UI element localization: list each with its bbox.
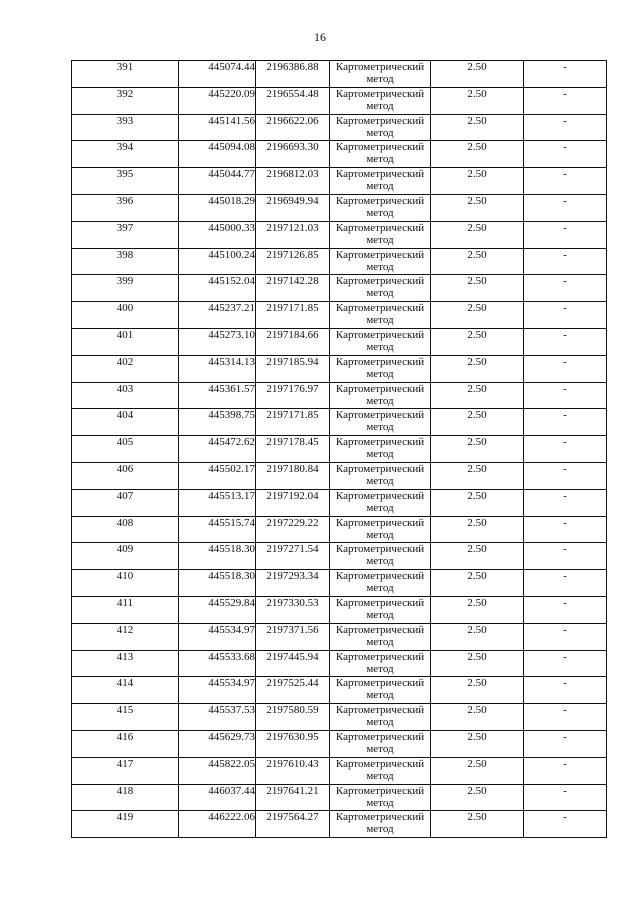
error-cell: 2.50 — [431, 543, 524, 570]
note-cell: - — [524, 87, 607, 114]
point-number-cell: 417 — [72, 757, 179, 784]
method-line-2: метод — [366, 260, 394, 273]
error-cell: 2.50 — [431, 221, 524, 248]
note-cell: - — [524, 462, 607, 489]
method-cell — [330, 650, 431, 677]
note-cell: - — [524, 114, 607, 141]
method-cell — [330, 61, 431, 88]
point-number-cell: 419 — [72, 811, 179, 838]
y-coordinate-cell: 2197171.85 — [256, 302, 330, 329]
point-number-cell: 398 — [72, 248, 179, 275]
point-number-cell: 391 — [72, 61, 179, 88]
error-cell: 2.50 — [431, 355, 524, 382]
method-line-1: Картометрический — [335, 436, 425, 449]
table-row — [72, 409, 607, 436]
method-cell — [330, 355, 431, 382]
note-cell: - — [524, 704, 607, 731]
x-coordinate-cell: 445314.13 — [179, 355, 256, 382]
method-line-2: метод — [366, 555, 394, 568]
point-number-cell: 403 — [72, 382, 179, 409]
note-cell: - — [524, 623, 607, 650]
note-cell: - — [524, 677, 607, 704]
method-line-1: Картометрический — [335, 355, 425, 368]
method-line-1: Картометрический — [335, 221, 425, 234]
note-cell: - — [524, 757, 607, 784]
note-cell: - — [524, 302, 607, 329]
table-row — [72, 302, 607, 329]
table-row — [72, 114, 607, 141]
point-number-cell: 415 — [72, 704, 179, 731]
point-number-cell: 393 — [72, 114, 179, 141]
method-line-1: Картометрический — [335, 194, 425, 207]
x-coordinate-cell: 445534.97 — [179, 623, 256, 650]
y-coordinate-cell: 2197371.56 — [256, 623, 330, 650]
x-coordinate-cell: 445361.57 — [179, 382, 256, 409]
table-row — [72, 141, 607, 168]
note-cell: - — [524, 382, 607, 409]
method-line-2: метод — [366, 662, 394, 675]
method-cell — [330, 677, 431, 704]
note-cell: - — [524, 194, 607, 221]
method-cell — [330, 382, 431, 409]
point-number-cell: 412 — [72, 623, 179, 650]
method-line-2: метод — [366, 180, 394, 193]
method-line-1: Картометрический — [335, 650, 425, 663]
x-coordinate-cell: 445141.56 — [179, 114, 256, 141]
method-cell — [330, 409, 431, 436]
method-cell — [330, 462, 431, 489]
method-line-2: метод — [366, 635, 394, 648]
note-cell: - — [524, 784, 607, 811]
method-line-2: метод — [366, 582, 394, 595]
x-coordinate-cell: 445515.74 — [179, 516, 256, 543]
method-line-1: Картометрический — [335, 677, 425, 690]
table-row — [72, 462, 607, 489]
error-cell: 2.50 — [431, 141, 524, 168]
x-coordinate-cell: 446037.44 — [179, 784, 256, 811]
y-coordinate-cell: 2197142.28 — [256, 275, 330, 302]
table-row — [72, 757, 607, 784]
method-cell — [330, 194, 431, 221]
x-coordinate-cell: 445472.62 — [179, 436, 256, 463]
method-cell — [330, 221, 431, 248]
method-line-1: Картометрический — [335, 302, 425, 315]
y-coordinate-cell: 2197171.85 — [256, 409, 330, 436]
error-cell: 2.50 — [431, 677, 524, 704]
error-cell: 2.50 — [431, 596, 524, 623]
method-cell — [330, 596, 431, 623]
point-number-cell: 410 — [72, 570, 179, 597]
error-cell: 2.50 — [431, 61, 524, 88]
note-cell: - — [524, 275, 607, 302]
error-cell: 2.50 — [431, 730, 524, 757]
method-line-2: метод — [366, 340, 394, 353]
method-line-2: метод — [366, 314, 394, 327]
note-cell: - — [524, 596, 607, 623]
method-line-2: метод — [366, 233, 394, 246]
method-line-1: Картометрический — [335, 730, 425, 743]
point-number-cell: 394 — [72, 141, 179, 168]
error-cell: 2.50 — [431, 87, 524, 114]
table-row — [72, 61, 607, 88]
x-coordinate-cell: 445074.44 — [179, 61, 256, 88]
point-number-cell: 392 — [72, 87, 179, 114]
y-coordinate-cell: 2197229.22 — [256, 516, 330, 543]
table-row — [72, 596, 607, 623]
point-number-cell: 404 — [72, 409, 179, 436]
error-cell: 2.50 — [431, 570, 524, 597]
method-cell — [330, 570, 431, 597]
coordinates-table — [71, 60, 607, 838]
point-number-cell: 399 — [72, 275, 179, 302]
point-number-cell: 414 — [72, 677, 179, 704]
y-coordinate-cell: 2196949.94 — [256, 194, 330, 221]
error-cell: 2.50 — [431, 489, 524, 516]
point-number-cell: 408 — [72, 516, 179, 543]
table-row — [72, 328, 607, 355]
point-number-cell: 401 — [72, 328, 179, 355]
method-line-1: Картометрический — [335, 87, 425, 100]
method-line-1: Картометрический — [335, 543, 425, 556]
note-cell: - — [524, 436, 607, 463]
x-coordinate-cell: 445398.75 — [179, 409, 256, 436]
y-coordinate-cell: 2197330.53 — [256, 596, 330, 623]
method-cell — [330, 489, 431, 516]
error-cell: 2.50 — [431, 516, 524, 543]
table-row — [72, 194, 607, 221]
x-coordinate-cell: 445537.53 — [179, 704, 256, 731]
method-cell — [330, 704, 431, 731]
x-coordinate-cell: 445044.77 — [179, 168, 256, 195]
y-coordinate-cell: 2197580.59 — [256, 704, 330, 731]
method-line-2: метод — [366, 501, 394, 514]
method-line-2: метод — [366, 73, 394, 85]
table-row — [72, 623, 607, 650]
note-cell: - — [524, 730, 607, 757]
method-line-2: метод — [366, 608, 394, 621]
x-coordinate-cell: 445529.84 — [179, 596, 256, 623]
table-row — [72, 275, 607, 302]
table-row — [72, 543, 607, 570]
method-line-1: Картометрический — [335, 409, 425, 422]
method-line-1: Картометрический — [335, 784, 425, 797]
method-cell — [330, 784, 431, 811]
method-cell — [330, 87, 431, 114]
method-cell — [330, 328, 431, 355]
method-cell — [330, 811, 431, 838]
y-coordinate-cell: 2196812.03 — [256, 168, 330, 195]
x-coordinate-cell: 445502.17 — [179, 462, 256, 489]
x-coordinate-cell: 445237.21 — [179, 302, 256, 329]
table-row — [72, 811, 607, 838]
point-number-cell: 397 — [72, 221, 179, 248]
method-line-2: метод — [366, 153, 394, 166]
method-line-2: метод — [366, 206, 394, 219]
note-cell: - — [524, 248, 607, 275]
y-coordinate-cell: 2197641.21 — [256, 784, 330, 811]
y-coordinate-cell: 2196693.30 — [256, 141, 330, 168]
y-coordinate-cell: 2197176.97 — [256, 382, 330, 409]
method-line-1: Картометрический — [335, 704, 425, 717]
note-cell: - — [524, 168, 607, 195]
error-cell: 2.50 — [431, 114, 524, 141]
method-line-2: метод — [366, 287, 394, 300]
method-line-1: Картометрический — [335, 489, 425, 502]
x-coordinate-cell: 445822.05 — [179, 757, 256, 784]
note-cell: - — [524, 355, 607, 382]
point-number-cell: 411 — [72, 596, 179, 623]
note-cell: - — [524, 650, 607, 677]
note-cell: - — [524, 516, 607, 543]
method-cell — [330, 516, 431, 543]
method-line-1: Картометрический — [335, 61, 425, 73]
method-line-1: Картометрический — [335, 328, 425, 341]
method-line-2: метод — [366, 796, 394, 809]
method-cell — [330, 275, 431, 302]
y-coordinate-cell: 2197271.54 — [256, 543, 330, 570]
note-cell: - — [524, 328, 607, 355]
method-cell — [330, 114, 431, 141]
x-coordinate-cell: 445100.24 — [179, 248, 256, 275]
x-coordinate-cell: 445534.97 — [179, 677, 256, 704]
y-coordinate-cell: 2197184.66 — [256, 328, 330, 355]
point-number-cell: 406 — [72, 462, 179, 489]
note-cell: - — [524, 570, 607, 597]
method-line-2: метод — [366, 823, 394, 836]
table-row — [72, 704, 607, 731]
table-row — [72, 489, 607, 516]
method-cell — [330, 757, 431, 784]
method-cell — [330, 168, 431, 195]
x-coordinate-cell: 445152.04 — [179, 275, 256, 302]
table-body — [72, 61, 607, 838]
method-line-2: метод — [366, 367, 394, 380]
table-row — [72, 87, 607, 114]
point-number-cell: 402 — [72, 355, 179, 382]
error-cell: 2.50 — [431, 168, 524, 195]
method-line-1: Картометрический — [335, 114, 425, 127]
method-line-2: метод — [366, 769, 394, 782]
method-cell — [330, 543, 431, 570]
point-number-cell: 407 — [72, 489, 179, 516]
table-row — [72, 248, 607, 275]
method-line-1: Картометрический — [335, 462, 425, 475]
y-coordinate-cell: 2197180.84 — [256, 462, 330, 489]
note-cell: - — [524, 811, 607, 838]
error-cell: 2.50 — [431, 436, 524, 463]
method-line-2: метод — [366, 448, 394, 461]
method-line-1: Картометрический — [335, 516, 425, 529]
x-coordinate-cell: 445518.30 — [179, 543, 256, 570]
method-line-2: метод — [366, 394, 394, 407]
error-cell: 2.50 — [431, 757, 524, 784]
note-cell: - — [524, 489, 607, 516]
y-coordinate-cell: 2197630.95 — [256, 730, 330, 757]
error-cell: 2.50 — [431, 409, 524, 436]
method-line-1: Картометрический — [335, 248, 425, 261]
x-coordinate-cell: 445629.73 — [179, 730, 256, 757]
method-line-2: метод — [366, 742, 394, 755]
y-coordinate-cell: 2197121.03 — [256, 221, 330, 248]
method-line-2: метод — [366, 421, 394, 434]
x-coordinate-cell: 446222.06 — [179, 811, 256, 838]
y-coordinate-cell: 2197610.43 — [256, 757, 330, 784]
method-line-1: Картометрический — [335, 570, 425, 583]
table-row — [72, 436, 607, 463]
table-row — [72, 570, 607, 597]
method-line-2: метод — [366, 528, 394, 541]
method-line-2: метод — [366, 474, 394, 487]
error-cell: 2.50 — [431, 302, 524, 329]
method-cell — [330, 141, 431, 168]
note-cell: - — [524, 543, 607, 570]
method-line-1: Картометрический — [335, 168, 425, 181]
table-row — [72, 221, 607, 248]
error-cell: 2.50 — [431, 784, 524, 811]
error-cell: 2.50 — [431, 704, 524, 731]
point-number-cell: 413 — [72, 650, 179, 677]
point-number-cell: 400 — [72, 302, 179, 329]
x-coordinate-cell: 445518.30 — [179, 570, 256, 597]
table-row — [72, 355, 607, 382]
error-cell: 2.50 — [431, 650, 524, 677]
x-coordinate-cell: 445094.08 — [179, 141, 256, 168]
method-line-1: Картометрический — [335, 623, 425, 636]
note-cell: - — [524, 409, 607, 436]
point-number-cell: 418 — [72, 784, 179, 811]
method-line-2: метод — [366, 126, 394, 139]
x-coordinate-cell: 445513.17 — [179, 489, 256, 516]
error-cell: 2.50 — [431, 328, 524, 355]
x-coordinate-cell: 445018.29 — [179, 194, 256, 221]
error-cell: 2.50 — [431, 382, 524, 409]
table-row — [72, 784, 607, 811]
y-coordinate-cell: 2197525.44 — [256, 677, 330, 704]
method-line-2: метод — [366, 99, 394, 112]
method-cell — [330, 302, 431, 329]
x-coordinate-cell: 445220.09 — [179, 87, 256, 114]
method-cell — [330, 623, 431, 650]
y-coordinate-cell: 2197178.45 — [256, 436, 330, 463]
method-line-1: Картометрический — [335, 382, 425, 395]
y-coordinate-cell: 2196386.88 — [256, 61, 330, 88]
page-number: 16 — [314, 30, 326, 44]
x-coordinate-cell: 445533.68 — [179, 650, 256, 677]
error-cell: 2.50 — [431, 623, 524, 650]
method-cell — [330, 248, 431, 275]
error-cell: 2.50 — [431, 811, 524, 838]
error-cell: 2.50 — [431, 248, 524, 275]
method-line-2: метод — [366, 716, 394, 729]
method-cell — [330, 730, 431, 757]
table-row — [72, 168, 607, 195]
error-cell: 2.50 — [431, 275, 524, 302]
y-coordinate-cell: 2196622.06 — [256, 114, 330, 141]
x-coordinate-cell: 445000.33 — [179, 221, 256, 248]
error-cell: 2.50 — [431, 194, 524, 221]
table-row — [72, 382, 607, 409]
y-coordinate-cell: 2197126.85 — [256, 248, 330, 275]
table-row — [72, 677, 607, 704]
point-number-cell: 416 — [72, 730, 179, 757]
point-number-cell: 405 — [72, 436, 179, 463]
y-coordinate-cell: 2196554.48 — [256, 87, 330, 114]
y-coordinate-cell: 2197445.94 — [256, 650, 330, 677]
table-row — [72, 650, 607, 677]
point-number-cell: 409 — [72, 543, 179, 570]
point-number-cell: 395 — [72, 168, 179, 195]
error-cell: 2.50 — [431, 462, 524, 489]
note-cell: - — [524, 221, 607, 248]
method-line-1: Картометрический — [335, 596, 425, 609]
note-cell: - — [524, 141, 607, 168]
note-cell: - — [524, 61, 607, 88]
table-row — [72, 516, 607, 543]
method-line-2: метод — [366, 689, 394, 702]
table-row — [72, 730, 607, 757]
point-number-cell: 396 — [72, 194, 179, 221]
method-cell — [330, 436, 431, 463]
method-line-1: Картометрический — [335, 757, 425, 770]
y-coordinate-cell: 2197564.27 — [256, 811, 330, 838]
x-coordinate-cell: 445273.10 — [179, 328, 256, 355]
method-line-1: Картометрический — [335, 275, 425, 288]
y-coordinate-cell: 2197293.34 — [256, 570, 330, 597]
y-coordinate-cell: 2197192.04 — [256, 489, 330, 516]
y-coordinate-cell: 2197185.94 — [256, 355, 330, 382]
method-line-1: Картометрический — [335, 141, 425, 154]
method-line-1: Картометрический — [335, 811, 425, 824]
